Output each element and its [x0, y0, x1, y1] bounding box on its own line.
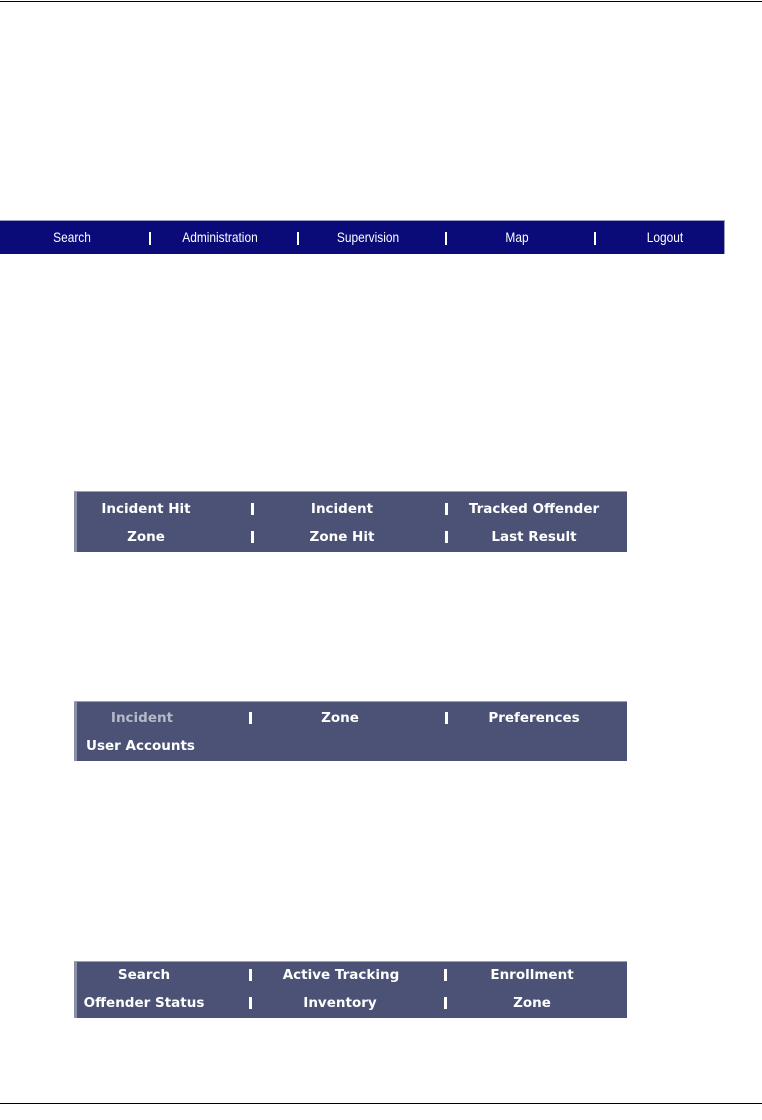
supervision-menu-active-tracking[interactable]: Active Tracking: [282, 967, 400, 983]
supervision-menu-inventory[interactable]: Inventory: [303, 995, 377, 1011]
submenu-top-edge: [74, 961, 627, 962]
nav-separator: [149, 232, 151, 245]
submenu-separator: [249, 712, 252, 724]
nav-administration[interactable]: Administration: [182, 229, 258, 245]
nav-logout[interactable]: Logout: [646, 229, 684, 245]
nav-search[interactable]: Search: [53, 229, 91, 245]
search-menu-incident-hit[interactable]: Incident Hit: [101, 501, 191, 517]
nav-separator: [445, 232, 447, 245]
search-menu-zone-hit[interactable]: Zone Hit: [309, 529, 375, 545]
submenu-separator: [445, 503, 448, 515]
administration-submenu: [74, 701, 627, 761]
nav-separator: [594, 232, 596, 245]
admin-menu-preferences[interactable]: Preferences: [488, 710, 580, 726]
search-menu-last-result[interactable]: Last Result: [491, 529, 577, 545]
supervision-menu-search[interactable]: Search: [117, 967, 171, 983]
search-menu-zone[interactable]: Zone: [127, 529, 165, 545]
submenu-separator: [444, 997, 447, 1009]
search-menu-incident[interactable]: Incident: [310, 501, 374, 517]
submenu-top-edge: [74, 701, 627, 702]
nav-separator: [297, 232, 299, 245]
admin-menu-incident[interactable]: Incident: [110, 710, 174, 726]
submenu-separator: [249, 997, 252, 1009]
nav-supervision[interactable]: Supervision: [336, 229, 400, 245]
header-rule: [0, 1, 762, 2]
search-menu-tracked-offender[interactable]: Tracked Offender: [468, 501, 600, 517]
submenu-top-edge: [74, 491, 627, 492]
supervision-menu-enrollment[interactable]: Enrollment: [490, 967, 574, 983]
admin-menu-user-accounts[interactable]: User Accounts: [86, 738, 195, 754]
footer-rule: [0, 1103, 762, 1104]
search-submenu: [74, 491, 627, 552]
submenu-separator: [444, 969, 447, 981]
submenu-separator: [445, 531, 448, 543]
submenu-separator: [251, 531, 254, 543]
nav-map[interactable]: Map: [505, 229, 529, 245]
admin-menu-zone[interactable]: Zone: [321, 710, 359, 726]
main-nav-bar: [0, 220, 725, 254]
supervision-menu-offender-status[interactable]: Offender Status: [83, 995, 205, 1011]
submenu-separator: [251, 503, 254, 515]
submenu-separator: [249, 969, 252, 981]
supervision-menu-zone[interactable]: Zone: [513, 995, 551, 1011]
supervision-submenu: [74, 961, 627, 1018]
submenu-separator: [445, 712, 448, 724]
